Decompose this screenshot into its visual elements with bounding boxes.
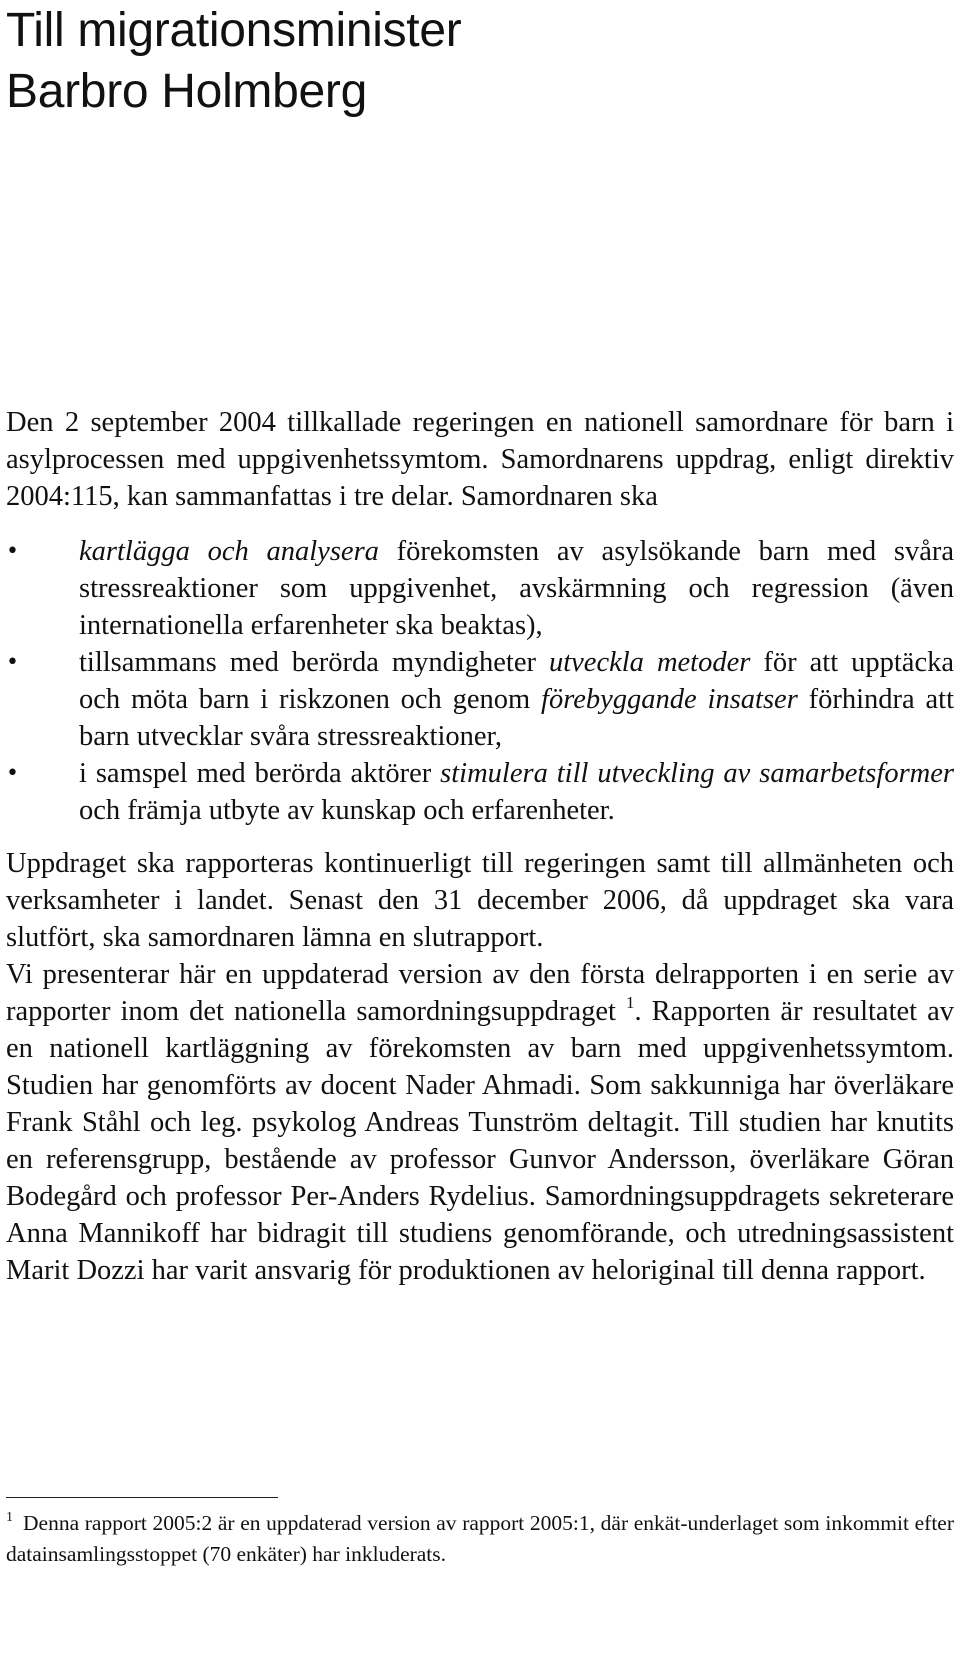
reporting-paragraph: Uppdraget ska rapporteras kontinuerligt till regeringen samt till allmänheten och verksamheter i landet. Senast den 31 december 2006, då uppdraget ska vara slutfört, ska samordnaren lämna en slutrapport. xyxy=(6,848,954,953)
task-text: och främja utbyte av kunskap och erfarenheter. xyxy=(79,795,615,826)
title-line-2: Barbro Holmberg xyxy=(6,65,367,118)
letter-body xyxy=(6,404,954,1289)
bullet-icon: • xyxy=(6,761,19,786)
task-emphasis: förebyggande insatser xyxy=(541,684,798,715)
task-item-cooperation xyxy=(6,755,954,829)
task-item-survey xyxy=(6,533,954,644)
report-text: . Rapporten är resultatet av en nationell kartläggning av förekomsten av barn med uppgivenhetssymtom. Studien har genomförts av docent Nader Ahmadi. Som sakkunniga har överläkare Frank Ståhl och leg. psykolog Andreas Tunström deltagit. Till studien har knutits en referensgrupp, bestående av professor Gunvor Andersson, överläkare Göran Bodegård och professor Per-Anders Rydelius. Samordningsuppdragets sekreterare Anna Mannikoff har bidragit till studiens genomförande, och utredningsassistent Marit Dozzi har varit ansvarig för produktionen av heloriginal till denna rapport. xyxy=(6,996,954,1286)
task-list xyxy=(6,533,954,829)
bullet-icon: • xyxy=(6,650,19,675)
task-emphasis: kartlägga och analysera xyxy=(79,536,379,567)
intro-paragraph: Den 2 september 2004 tillkallade regeringen en nationell samordnare för barn i asylprocessen med uppgivenhetssymtom. Samordnarens uppdrag, enligt direktiv 2004:115, kan sammanfattas i tre delar. Samordnaren ska xyxy=(6,407,954,512)
footnote-marker: 1 xyxy=(6,1510,13,1525)
footnote-divider xyxy=(6,1497,278,1498)
report-text: Vi presenterar här en uppdaterad version av den första delrapporten i en serie av rapporter inom det nationella samordningsuppdraget xyxy=(6,959,954,1027)
page-title xyxy=(6,0,461,122)
task-text: tillsammans med berörda myndigheter xyxy=(79,647,549,678)
bullet-icon: • xyxy=(6,539,19,564)
task-text: förekomsten av asylsökande barn med svåra stressreaktioner som uppgivenhet, avskärmning och regression (även internationella erfarenheter ska beaktas), xyxy=(79,536,954,641)
task-text: förhindra att barn utvecklar svåra stressreaktioner, xyxy=(79,684,954,752)
title-line-1: Till migrationsminister xyxy=(6,4,462,57)
footnote xyxy=(6,1508,954,1570)
task-emphasis: utveckla metoder xyxy=(548,647,751,678)
report-paragraph xyxy=(6,956,954,1289)
footnote-text: Denna rapport 2005:2 är en uppdaterad version av rapport 2005:1, där enkät-underlaget som inkommit efter datainsamlingsstoppet (70 enkäter) har inkluderats. xyxy=(6,1511,954,1566)
task-text: i samspel med berörda aktörer xyxy=(79,758,441,789)
task-text: för att upptäcka och möta barn i riskzonen och genom xyxy=(79,647,954,715)
footnote-reference[interactable]: 1 xyxy=(626,993,635,1012)
task-item-methods xyxy=(6,644,954,755)
task-emphasis: stimulera till utveckling av samarbetsformer xyxy=(440,758,954,789)
